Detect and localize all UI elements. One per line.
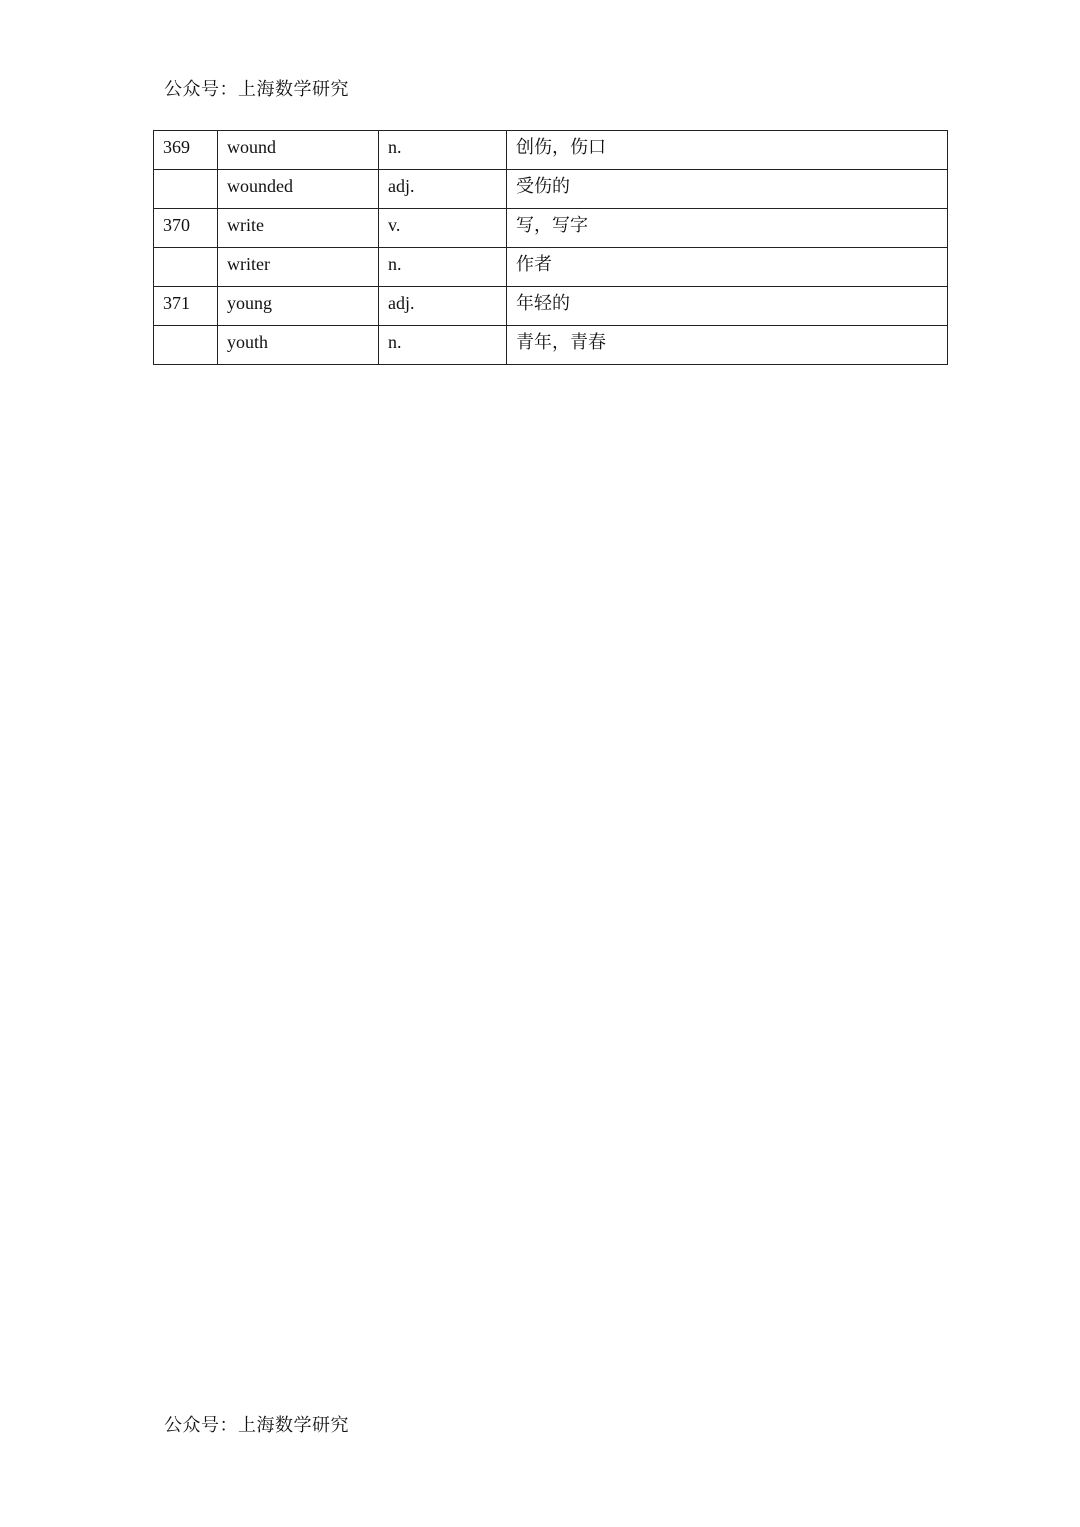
page-header: 公众号：上海数学研究 [164,79,349,99]
table-row [154,326,948,365]
vocabulary-table [153,130,948,365]
entry-word: write [218,209,379,248]
entry-word: writer [218,248,379,287]
table-row [154,170,948,209]
entry-part-of-speech: adj. [379,287,507,326]
entry-meaning: 写，写字 [507,209,948,248]
entry-part-of-speech: v. [379,209,507,248]
table-row [154,287,948,326]
entry-word: youth [218,326,379,365]
entry-number [154,248,218,287]
entry-number [154,326,218,365]
entry-number [154,170,218,209]
entry-number: 371 [154,287,218,326]
entry-number: 369 [154,131,218,170]
table-row [154,131,948,170]
entry-word: young [218,287,379,326]
entry-meaning: 创伤，伤口 [507,131,948,170]
entry-meaning: 受伤的 [507,170,948,209]
entry-part-of-speech: n. [379,131,507,170]
entry-part-of-speech: adj. [379,170,507,209]
entry-word: wound [218,131,379,170]
page-footer: 公众号：上海数学研究 [164,1415,349,1435]
table-row [154,209,948,248]
entry-number: 370 [154,209,218,248]
entry-meaning: 年轻的 [507,287,948,326]
entry-meaning: 作者 [507,248,948,287]
entry-meaning: 青年，青春 [507,326,948,365]
entry-part-of-speech: n. [379,248,507,287]
table-row [154,248,948,287]
entry-word: wounded [218,170,379,209]
entry-part-of-speech: n. [379,326,507,365]
